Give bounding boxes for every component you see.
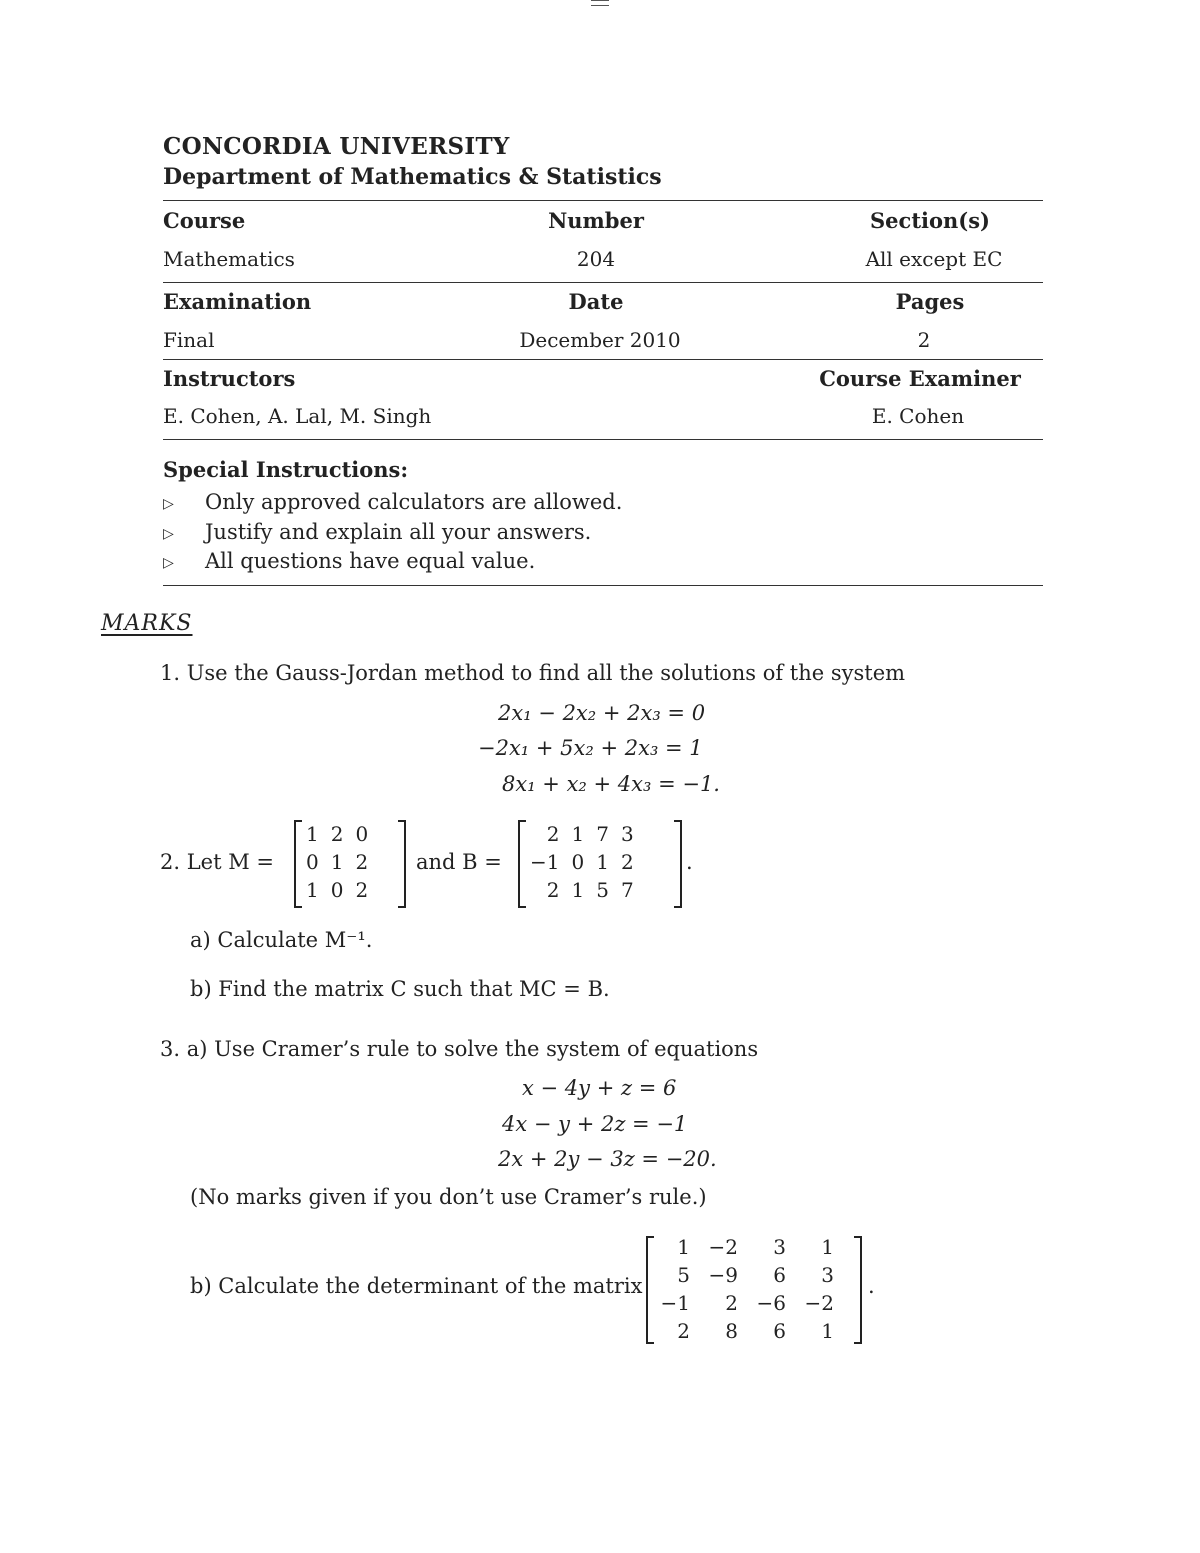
matrix-cell: −9 — [708, 1263, 738, 1287]
matrix-cell: 1 — [306, 822, 319, 846]
matrix-cell: 0 — [306, 850, 319, 874]
instructors-value: E. Cohen, A. Lal, M. Singh — [163, 404, 432, 428]
matrix-cell: 3 — [821, 1263, 834, 1287]
matrix-cell: −2 — [708, 1235, 738, 1259]
q1-equation-3: 8x₁ + x₂ + 4x₃ = −1. — [502, 772, 720, 796]
matrix-cell: 3 — [773, 1235, 786, 1259]
pages-value: 2 — [917, 328, 931, 352]
matrix-cell: 0 — [355, 822, 369, 846]
examination-value: Final — [163, 328, 215, 352]
crop-mark — [591, 5, 609, 6]
question-2-and: and B = — [416, 850, 502, 874]
matrix-cell: 2 — [330, 822, 344, 846]
crop-mark — [591, 0, 609, 1]
matrix-cell: 5 — [677, 1263, 690, 1287]
department-name: Department of Mathematics & Statistics — [163, 164, 662, 190]
q1-equation-2: −2x₁ + 5x₂ + 2x₃ = 1 — [478, 736, 703, 760]
question-3a-text: 3. a) Use Cramer’s rule to solve the system of equations — [160, 1037, 759, 1061]
matrix-b — [524, 820, 640, 904]
matrix-bracket-left — [646, 1236, 654, 1344]
matrix-cell: 1 — [677, 1235, 690, 1259]
date-value: December 2010 — [519, 328, 681, 352]
question-2-let: 2. Let M = — [160, 850, 274, 874]
matrix-cell: −1 — [660, 1291, 690, 1315]
q3-equation-2: 4x − y + 2z = −1 — [502, 1112, 688, 1136]
matrix-cell: 0 — [330, 878, 344, 902]
matrix-cell: 1 — [571, 878, 585, 902]
instruction-item: Only approved calculators are allowed. — [205, 490, 623, 514]
matrix-cell: 2 — [725, 1291, 738, 1315]
matrix-cell: 7 — [620, 878, 634, 902]
divider — [163, 200, 1043, 201]
examination-label: Examination — [163, 289, 312, 314]
matrix-determinant — [654, 1233, 840, 1345]
matrix-cell: −2 — [804, 1291, 834, 1315]
matrix-bracket-right — [854, 1236, 862, 1344]
period: . — [868, 1274, 875, 1298]
matrix-cell: 2 — [355, 850, 369, 874]
matrix-cell: 0 — [571, 850, 585, 874]
matrix-cell: 7 — [596, 822, 609, 846]
sections-value: All except EC — [865, 247, 1003, 271]
instruction-item: Justify and explain all your answers. — [205, 520, 592, 544]
question-3-note: (No marks given if you don’t use Cramer’s rule.) — [190, 1185, 707, 1209]
matrix-m — [300, 820, 374, 904]
matrix-cell: 1 — [330, 850, 344, 874]
number-label: Number — [548, 208, 644, 233]
matrix-cell: 2 — [546, 822, 560, 846]
matrix-cell: −1 — [530, 850, 560, 874]
matrix-cell: 5 — [596, 878, 609, 902]
q1-equation-1: 2x₁ − 2x₂ + 2x₃ = 0 — [498, 701, 706, 725]
matrix-cell: 1 — [596, 850, 609, 874]
divider — [163, 359, 1043, 360]
matrix-cell: 2 — [355, 878, 369, 902]
course-value: Mathematics — [163, 247, 295, 271]
matrix-cell: −6 — [756, 1291, 786, 1315]
marks-heading: MARKS — [101, 611, 193, 636]
sections-label: Section(s) — [870, 208, 990, 233]
instructors-label: Instructors — [163, 366, 296, 391]
matrix-cell: 3 — [620, 822, 634, 846]
question-1-text: 1. Use the Gauss-Jordan method to find all the solutions of the system — [160, 661, 906, 685]
question-2a: a) Calculate M⁻¹. — [190, 928, 373, 952]
special-instructions-title: Special Instructions: — [163, 457, 409, 482]
divider — [163, 439, 1043, 440]
instruction-item: All questions have equal value. — [205, 549, 536, 573]
matrix-cell: 1 — [821, 1319, 834, 1343]
matrix-cell: 2 — [677, 1319, 690, 1343]
matrix-cell: 1 — [571, 822, 585, 846]
examiner-value: E. Cohen — [871, 404, 965, 428]
matrix-cell: 1 — [821, 1235, 834, 1259]
matrix-bracket-right — [674, 820, 682, 908]
course-label: Course — [163, 208, 246, 233]
question-2b: b) Find the matrix C such that MC = B. — [190, 977, 610, 1001]
matrix-cell: 2 — [620, 850, 634, 874]
divider — [163, 282, 1043, 283]
matrix-cell: 6 — [773, 1319, 786, 1343]
examiner-label: Course Examiner — [819, 366, 1021, 391]
matrix-cell: 8 — [725, 1319, 738, 1343]
bullet-icon: ▷ — [163, 526, 174, 542]
matrix-cell: 1 — [306, 878, 319, 902]
q3-equation-3: 2x + 2y − 3z = −20. — [498, 1147, 717, 1171]
matrix-cell: 2 — [546, 878, 560, 902]
number-value: 204 — [576, 247, 616, 271]
bullet-icon: ▷ — [163, 555, 174, 571]
period: . — [686, 850, 693, 874]
date-label: Date — [568, 289, 624, 314]
pages-label: Pages — [895, 289, 965, 314]
divider — [163, 585, 1043, 586]
q3-equation-1: x − 4y + z = 6 — [522, 1076, 677, 1100]
bullet-icon: ▷ — [163, 496, 174, 512]
matrix-bracket-right — [398, 820, 406, 908]
university-name: CONCORDIA UNIVERSITY — [163, 133, 510, 160]
question-3b-text: b) Calculate the determinant of the matrix — [190, 1274, 643, 1298]
matrix-cell: 6 — [773, 1263, 786, 1287]
